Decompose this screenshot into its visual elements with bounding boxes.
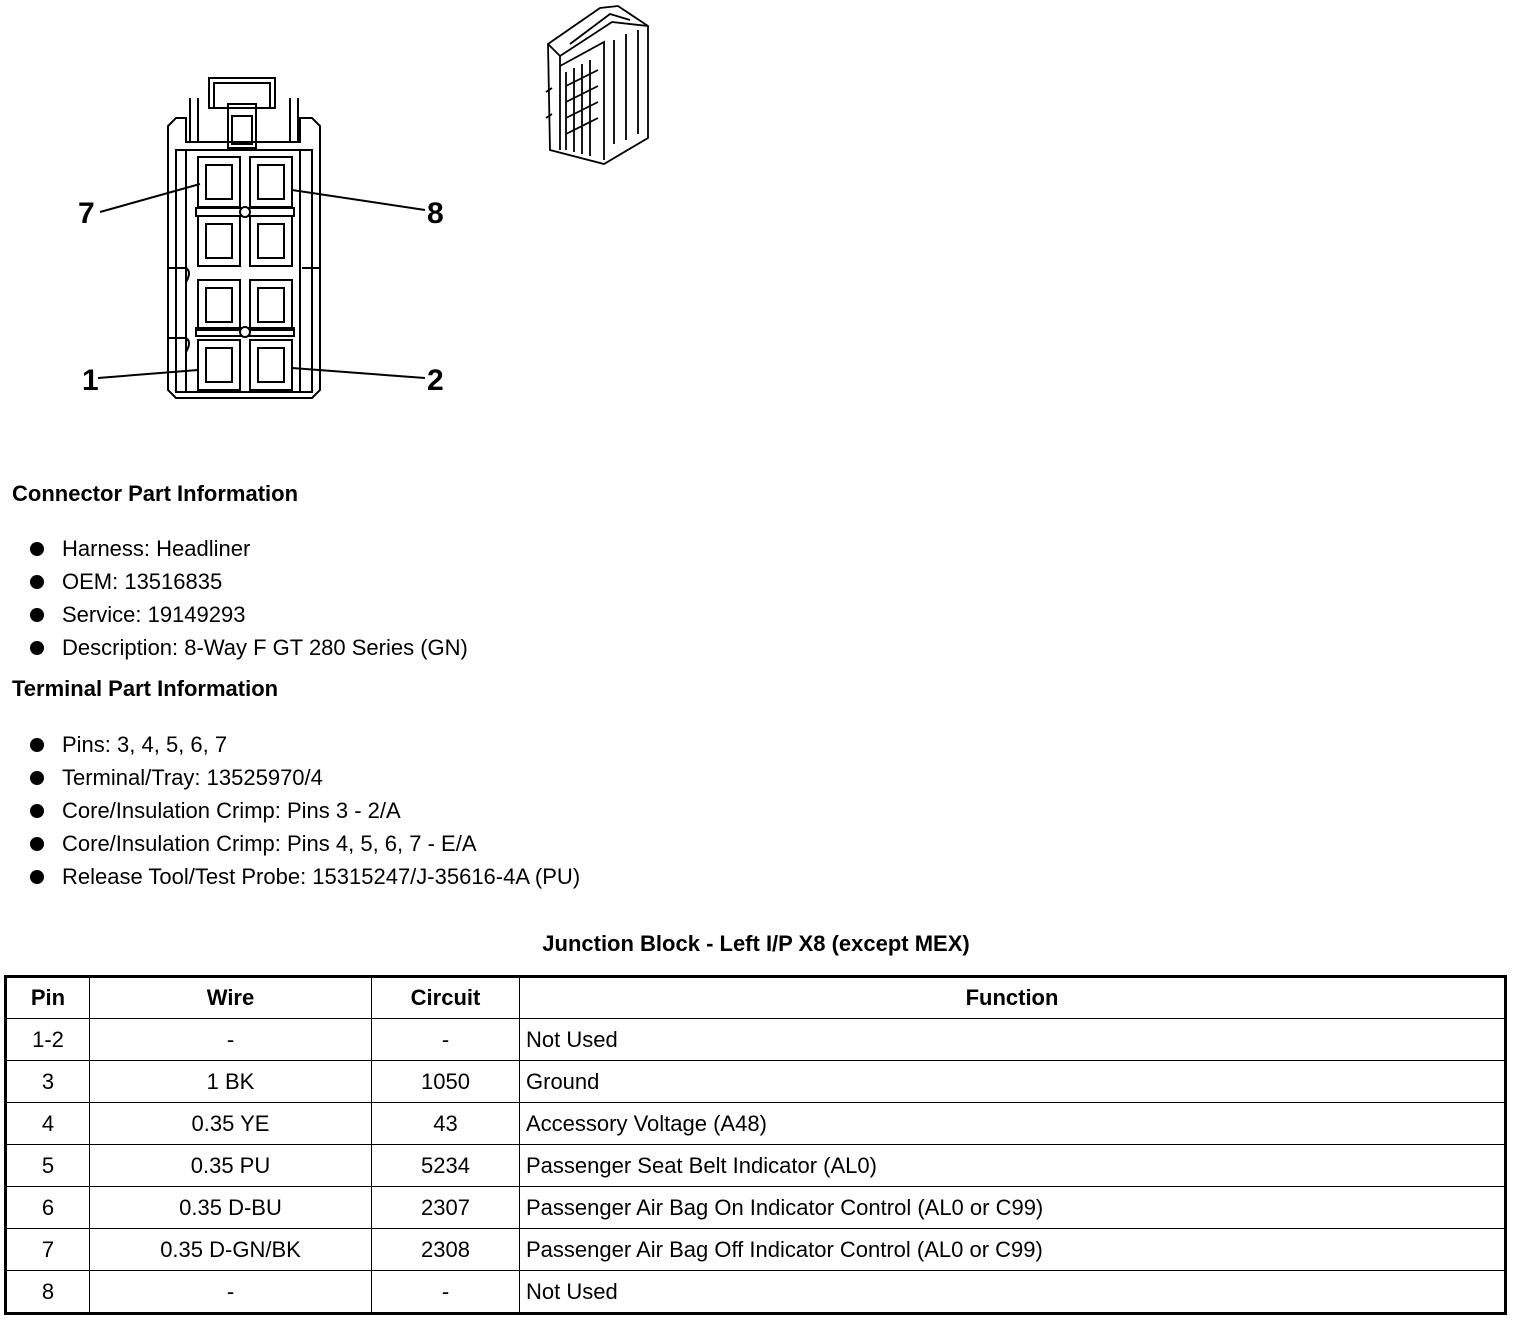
bullet-icon <box>30 575 44 589</box>
list-item: Release Tool/Test Probe: 15315247/J-35616-4A (PU) <box>28 860 580 893</box>
table-row <box>6 1187 1506 1229</box>
table-row <box>6 1271 1506 1314</box>
table-row <box>6 1145 1506 1187</box>
connector-part-info-list <box>28 532 468 664</box>
cell-function: Passenger Air Bag On Indicator Control (AL0 or C99) <box>520 1187 1506 1229</box>
cell-circuit: 5234 <box>372 1145 520 1187</box>
cell-function: Passenger Air Bag Off Indicator Control (AL0 or C99) <box>520 1229 1506 1271</box>
bullet-icon <box>30 771 44 785</box>
list-item: OEM: 13516835 <box>28 565 468 598</box>
connector-diagram <box>0 0 700 420</box>
pin-label-2: 2 <box>427 364 444 397</box>
table-row <box>6 1019 1506 1061</box>
header-circuit: Circuit <box>372 977 520 1019</box>
header-pin: Pin <box>6 977 90 1019</box>
bullet-icon <box>30 804 44 818</box>
cell-circuit: 43 <box>372 1103 520 1145</box>
cell-pin: 3 <box>6 1061 90 1103</box>
cell-wire: 0.35 PU <box>90 1145 372 1187</box>
bullet-icon <box>30 870 44 884</box>
cell-wire: - <box>90 1019 372 1061</box>
list-item: Service: 19149293 <box>28 598 468 631</box>
list-item: Core/Insulation Crimp: Pins 3 - 2/A <box>28 794 580 827</box>
header-wire: Wire <box>90 977 372 1019</box>
table-row <box>6 1229 1506 1271</box>
cell-wire: 1 BK <box>90 1061 372 1103</box>
bullet-icon <box>30 641 44 655</box>
cell-circuit: - <box>372 1019 520 1061</box>
cell-wire: 0.35 D-GN/BK <box>90 1229 372 1271</box>
connector-3d-view <box>546 6 648 164</box>
cell-pin: 8 <box>6 1271 90 1314</box>
list-item: Core/Insulation Crimp: Pins 4, 5, 6, 7 - E/A <box>28 827 580 860</box>
cell-wire: 0.35 D-BU <box>90 1187 372 1229</box>
pin-label-7: 7 <box>78 197 95 230</box>
cell-pin: 4 <box>6 1103 90 1145</box>
cell-circuit: 1050 <box>372 1061 520 1103</box>
list-item: Terminal/Tray: 13525970/4 <box>28 761 580 794</box>
cell-function: Ground <box>520 1061 1506 1103</box>
bullet-icon <box>30 738 44 752</box>
cell-function: Not Used <box>520 1271 1506 1314</box>
connector-body <box>168 118 320 398</box>
cell-circuit: 2308 <box>372 1229 520 1271</box>
table-row <box>6 1103 1506 1145</box>
cell-pin: 7 <box>6 1229 90 1271</box>
cell-pin: 1-2 <box>6 1019 90 1061</box>
terminal-part-info-title: Terminal Part Information <box>12 676 279 701</box>
cell-pin: 6 <box>6 1187 90 1229</box>
table-row <box>6 1061 1506 1103</box>
cell-function: Accessory Voltage (A48) <box>520 1103 1506 1145</box>
cell-circuit: 2307 <box>372 1187 520 1229</box>
pin-label-8: 8 <box>427 197 444 230</box>
cell-circuit: - <box>372 1271 520 1314</box>
cell-function: Not Used <box>520 1019 1506 1061</box>
list-item: Description: 8-Way F GT 280 Series (GN) <box>28 631 468 664</box>
connector-part-info-title: Connector Part Information <box>12 481 299 506</box>
pin-table <box>4 975 1507 1315</box>
connector-latch <box>190 78 298 148</box>
table-title: Junction Block - Left I/P X8 (except MEX) <box>542 931 970 956</box>
cell-wire: - <box>90 1271 372 1314</box>
cell-function: Passenger Seat Belt Indicator (AL0) <box>520 1145 1506 1187</box>
header-function: Function <box>520 977 1506 1019</box>
cell-wire: 0.35 YE <box>90 1103 372 1145</box>
terminal-part-info-list <box>28 728 580 893</box>
list-item: Harness: Headliner <box>28 532 468 565</box>
list-item: Pins: 3, 4, 5, 6, 7 <box>28 728 580 761</box>
bullet-icon <box>30 608 44 622</box>
table-header-row <box>6 977 1506 1019</box>
cell-pin: 5 <box>6 1145 90 1187</box>
bullet-icon <box>30 542 44 556</box>
bullet-icon <box>30 837 44 851</box>
pin-label-1: 1 <box>82 364 99 397</box>
pin-cavities <box>196 157 294 390</box>
